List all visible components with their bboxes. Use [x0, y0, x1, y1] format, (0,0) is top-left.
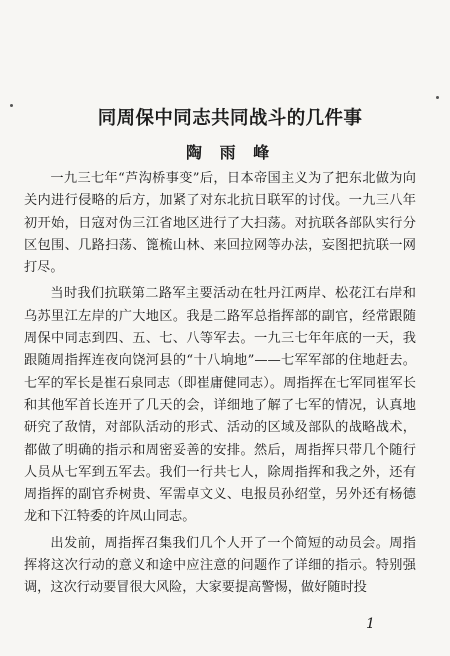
- paragraph: 当时我们抗联第二路军主要活动在牡丹江两岸、松花江右岸和乌苏里江左岸的广大地区。我是二路军总指挥部的副官，经常跟随周保中同志到四、五、七、八等军去。一九三七年年底的一天，我跟随周指挥连夜向饶河县的“十八垧地”——七军军部的住地赶去。七军的军长是崔石泉同志（即崔庸健同志）。周指挥在七军同崔军长和其他军首长连开了几天的会，详细地了解了七军的情况，认真地研究了敌情，对部队活动的形式、活动的区域及部队的战略战术，都做了明确的指示和周密妥善的安排。然后，周指挥只带几个随行人员从七军到五军去。我们一行共七人，除周指挥和我之外，还有周指挥的副官乔树贵、军需卓文义、电报员孙绍堂，另外还有杨德龙和下江特委的许凤山同志。: [24, 286, 416, 525]
- paragraph: 一九三七年“芦沟桥事变”后，日本帝国主义为了把东北做为向关内进行侵略的后方，加紧了对东北抗日联军的讨伐。一九三八年初开始，日寇对伪三江省地区进行了大扫荡。对抗联各部队实行分区包围、几路扫荡、篦梳山林、来回拉网等办法，妄图把抗联一网打尽。: [24, 171, 416, 276]
- article-author: 陶 雨 峰: [186, 143, 276, 162]
- print-speck: [436, 96, 439, 99]
- article-body: [24, 168, 416, 604]
- article-title: 同周保中同志共同战斗的几件事: [97, 108, 363, 129]
- paragraph: 出发前，周指挥召集我们几个人开了一个简短的动员会。周指挥将这次行动的意义和途中应注意的问题作了详细的指示。特别强调，这次行动要冒很大风险，大家要提高警惕，做好随时投: [24, 535, 416, 596]
- print-speck: [10, 104, 13, 107]
- page-number: 1: [366, 616, 375, 632]
